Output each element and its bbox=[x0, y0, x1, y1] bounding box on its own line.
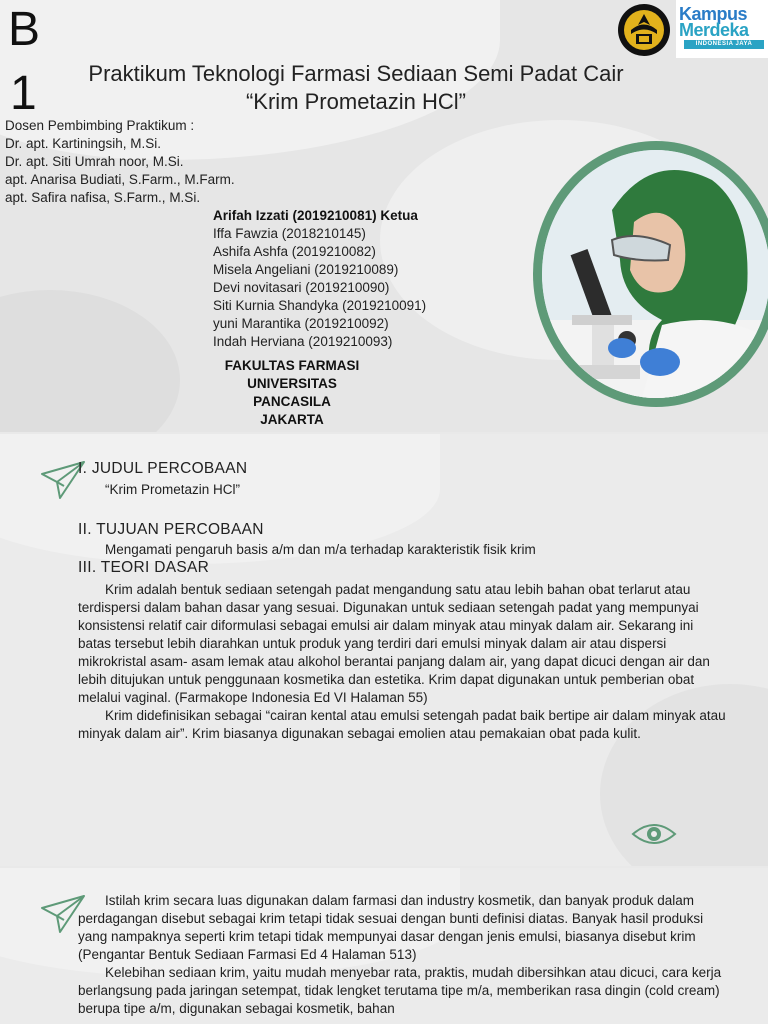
section-heading: I. JUDUL PERCOBAAN bbox=[78, 460, 248, 477]
member-name: Indah Herviana (2019210093) bbox=[213, 334, 393, 349]
paragraph: Kelebihan sediaan krim, yaitu mudah menyebar rata, praktis, mudah dibersihkan atau dicuci, cara kerja berlangsung pada jaringan setempat, tidak lengket terutama tipe m/a, memberikan rasa dingin (cold cream) berupa tipe a/m, digunakan sebagai kosmetik, bahan bbox=[78, 965, 722, 1016]
member-name: Arifah Izzati (2019210081) Ketua bbox=[213, 208, 418, 223]
faculty-line: PANCASILA bbox=[253, 394, 331, 409]
university-seal-icon bbox=[617, 3, 671, 57]
theory-text bbox=[78, 581, 728, 743]
lecturer-name: Dr. apt. Kartiningsih, M.Si. bbox=[5, 136, 162, 151]
section-heading: III. TEORI DASAR bbox=[78, 559, 210, 576]
member-name: Misela Angeliani (2019210089) bbox=[213, 262, 399, 277]
theory-text-continued bbox=[78, 892, 728, 1018]
member-name: Siti Kurnia Shandyka (2019210091) bbox=[213, 298, 427, 313]
member-name: Ashifa Ashfa (2019210082) bbox=[213, 244, 376, 259]
lecturers-block bbox=[5, 117, 235, 207]
kampus-merdeka-logo bbox=[676, 0, 768, 58]
scientist-with-microscope-image bbox=[542, 150, 768, 398]
group-members bbox=[213, 207, 426, 351]
section-text: “Krim Prometazin HCl” bbox=[105, 482, 241, 497]
lecturers-label: Dosen Pembimbing Praktikum : bbox=[5, 118, 195, 133]
member-name: Iffa Fawzia (2018210145) bbox=[213, 226, 366, 241]
lecturer-name: apt. Safira nafisa, S.Farm., M.Si. bbox=[5, 190, 201, 205]
section-heading: II. TUJUAN PERCOBAAN bbox=[78, 521, 264, 538]
eye-icon bbox=[630, 818, 678, 850]
member-name: yuni Marantika (2019210092) bbox=[213, 316, 389, 331]
title-slide bbox=[0, 0, 768, 432]
slide-code-letter: B bbox=[8, 3, 41, 56]
paragraph: Krim adalah bentuk sediaan setengah padat mengandung satu atau lebih bahan obat terlarut atau terdispersi dalam bahan dasar yang sesuai. Digunakan untuk sediaan setengah padat yang mempunyai konsistensi relatif cair diformulasi sebagai emulsi air dalam minyak atau minyak dalam air. Sekarang ini batas tersebut lebih diarahkan untuk produk yang terdiri dari emulsi minyak dalam air atau dispersi mikrokristal asam- asam lemak atau alkohol berantai panjang dalam air, yang dapat dicuci dengan air dan lebih ditujukan untuk penggunaan kosmetika dan estetika. Krim dapat digunakan untuk pemberian obat melalui vaginal. (Farmakope Indonesia Ed VI Halaman 55) bbox=[78, 582, 710, 705]
faculty-block bbox=[222, 357, 362, 429]
logo-text: Kampus bbox=[679, 4, 748, 24]
faculty-line: UNIVERSITAS bbox=[247, 376, 337, 391]
member-name: Devi novitasari (2019210090) bbox=[213, 280, 390, 295]
logo-text: Merdeka bbox=[679, 20, 749, 40]
paragraph: Istilah krim secara luas digunakan dalam farmasi dan industry kosmetik, dan banyak produk dalam perdagangan disebut sebagai krim tetapi tidak sesuai dengan bunti definisi diatas. Banyak hasil produksi yang nampaknya seperti krim tetapi tidak mempunyai dasar dengan jenis emulsi, biasanya disebut krim (Pengantar Bentuk Sediaan Farmasi Ed 4 Halaman 513) bbox=[78, 893, 704, 962]
scientist-photo bbox=[533, 141, 768, 407]
page-subtitle: “Krim Prometazin HCl” bbox=[245, 89, 467, 114]
lecturer-name: Dr. apt. Siti Umrah noor, M.Si. bbox=[5, 154, 184, 169]
logo-tagline: INDONESIA JAYA bbox=[684, 40, 764, 49]
lecturer-name: apt. Anarisa Budiati, S.Farm., M.Farm. bbox=[5, 172, 235, 187]
section-text: Mengamati pengaruh basis a/m dan m/a terhadap karakteristik fisik krim bbox=[105, 542, 536, 557]
content-slide bbox=[0, 434, 768, 866]
page-title: Praktikum Teknologi Farmasi Sediaan Semi Padat Cair bbox=[88, 61, 624, 86]
faculty-line: JAKARTA bbox=[260, 412, 324, 427]
slide-code-number: 1 bbox=[10, 67, 37, 120]
content-slide bbox=[0, 868, 768, 1024]
faculty-line: FAKULTAS FARMASI bbox=[224, 358, 360, 373]
background-shape bbox=[0, 290, 180, 432]
paragraph: Krim didefinisikan sebagai “cairan kental atau emulsi setengah padat baik bertipe air dalam minyak atau minyak dalam air”. Krim biasanya digunakan sebagai emolien atau pemakaian obat pada kulit. bbox=[78, 708, 726, 741]
